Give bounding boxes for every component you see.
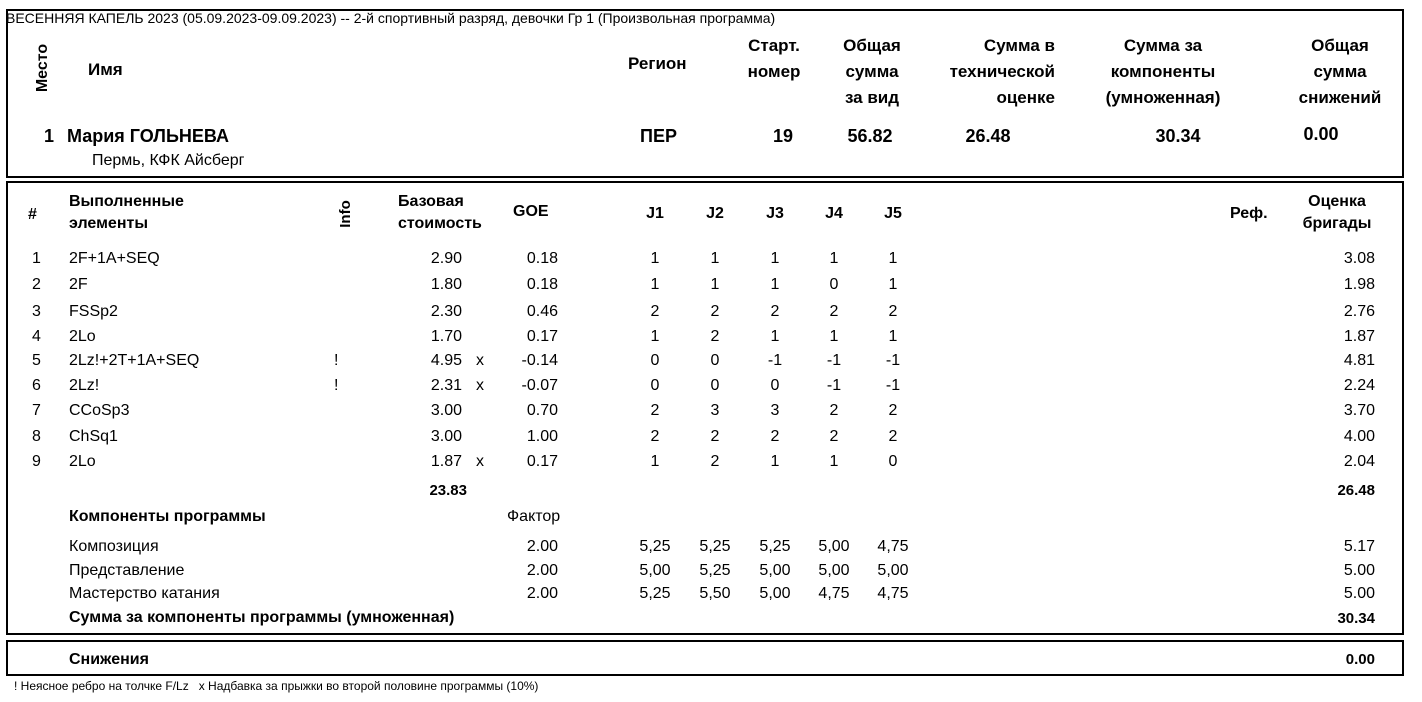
component-score: 5.00 [1343, 585, 1375, 602]
component-name: Композиция [69, 538, 159, 555]
element-judge-score: 1 [829, 250, 839, 267]
components-title: Компоненты программы [69, 508, 266, 525]
element-judge-score: 0 [888, 453, 898, 470]
element-number: 4 [32, 328, 41, 345]
skater-club: Пермь, КФК Айсберг [92, 152, 245, 169]
element-judge-score: 0 [710, 377, 720, 394]
element-panel-score: 2.76 [1343, 303, 1375, 320]
element-judge-score: 2 [888, 428, 898, 445]
component-judge-score: 5,00 [759, 585, 791, 602]
element-judge-score: -1 [885, 352, 901, 369]
col-goe-header: GOE [513, 203, 549, 220]
component-factor: 2.00 [526, 585, 558, 602]
element-panel-score: 3.70 [1343, 402, 1375, 419]
component-judge-score: 5,25 [699, 538, 731, 555]
component-judge-score: 4,75 [877, 538, 909, 555]
element-judge-score: -1 [767, 352, 783, 369]
component-judge-score: 5,25 [639, 585, 671, 602]
element-panel-score: 2.24 [1343, 377, 1375, 394]
element-info-flag: ! [334, 352, 339, 369]
element-judge-score: 1 [650, 328, 660, 345]
element-base-value: 2.30 [430, 303, 462, 320]
component-judge-score: 5,00 [877, 562, 909, 579]
element-panel-score: 4.81 [1343, 352, 1375, 369]
element-judge-score: 2 [829, 303, 839, 320]
element-judge-score: 1 [829, 328, 839, 345]
element-goe: 0.18 [526, 250, 558, 267]
skater-place: 1 [44, 126, 55, 146]
deductions-value: 0.00 [1345, 651, 1375, 668]
component-judge-score: 5,25 [639, 538, 671, 555]
component-judge-score: 5,00 [818, 562, 850, 579]
component-judge-score: 5,00 [759, 562, 791, 579]
component-judge-score: 4,75 [877, 585, 909, 602]
element-judge-score: 2 [710, 303, 720, 320]
element-judge-score: 2 [710, 428, 720, 445]
element-goe: 0.17 [526, 453, 558, 470]
element-judge-score: 1 [770, 276, 780, 293]
element-name: 2Lo [69, 328, 96, 345]
component-name: Представление [69, 562, 185, 579]
elements-total-score: 26.48 [1337, 482, 1375, 499]
skater-region: ПЕР [640, 126, 677, 146]
component-judge-score: 5,00 [818, 538, 850, 555]
element-goe: 0.70 [526, 402, 558, 419]
element-number: 9 [32, 453, 41, 470]
element-goe: -0.07 [521, 377, 558, 394]
header-place: Место [34, 43, 51, 93]
element-panel-score: 1.98 [1343, 276, 1375, 293]
element-goe: 0.17 [526, 328, 558, 345]
element-panel-score: 1.87 [1343, 328, 1375, 345]
element-bonus-mark: x [476, 453, 484, 470]
element-judge-score: 0 [770, 377, 780, 394]
element-name: 2F+1A+SEQ [69, 250, 160, 267]
header-region: Регион [628, 54, 687, 73]
footnote: ! Неясное ребро на толчке F/Lz x Надбавка за прыжки во второй половине программы (10%) [14, 679, 539, 693]
element-judge-score: 2 [710, 453, 720, 470]
element-judge-score: 0 [650, 377, 660, 394]
element-judge-score: 2 [829, 428, 839, 445]
skater-tes: 26.48 [965, 126, 1011, 146]
element-judge-score: -1 [826, 377, 842, 394]
col-ref-header: Реф. [1230, 205, 1268, 222]
element-panel-score: 3.08 [1343, 250, 1375, 267]
header-pcs: Сумма за компоненты (умноженная) [1105, 36, 1221, 107]
element-judge-score: 1 [650, 453, 660, 470]
component-score: 5.17 [1343, 538, 1375, 555]
element-number: 6 [32, 377, 41, 394]
element-judge-score: 1 [650, 276, 660, 293]
skater-name: Мария ГОЛЬНЕВА [67, 126, 229, 146]
col-panel-header: Оценка бригады [1302, 193, 1372, 232]
element-judge-score: 2 [650, 428, 660, 445]
judge-header-5: J5 [884, 205, 902, 222]
element-goe: 0.46 [526, 303, 558, 320]
element-base-value: 3.00 [430, 428, 462, 445]
element-judge-score: 2 [888, 303, 898, 320]
element-judge-score: 1 [888, 328, 898, 345]
element-judge-score: 1 [888, 276, 898, 293]
element-base-value: 3.00 [430, 402, 462, 419]
element-number: 7 [32, 402, 41, 419]
element-panel-score: 2.04 [1343, 453, 1375, 470]
header-total: Общая сумма за вид [843, 36, 901, 107]
elements-total-base: 23.83 [429, 482, 467, 499]
components-total-label: Сумма за компоненты программы (умноженная) [69, 609, 455, 626]
element-base-value: 1.87 [430, 453, 462, 470]
component-judge-score: 5,25 [699, 562, 731, 579]
element-name: ChSq1 [69, 428, 118, 445]
element-number: 2 [32, 276, 41, 293]
element-goe: -0.14 [521, 352, 558, 369]
component-judge-score: 5,50 [699, 585, 731, 602]
component-judge-score: 4,75 [818, 585, 850, 602]
element-judge-score: 1 [710, 276, 720, 293]
header-start-no: Старт. номер [747, 36, 801, 81]
component-judge-score: 5,00 [639, 562, 671, 579]
element-goe: 1.00 [526, 428, 558, 445]
col-num-header: # [28, 206, 37, 223]
element-judge-score: 2 [650, 303, 660, 320]
element-name: 2Lz! [69, 377, 100, 394]
deductions-box [6, 640, 1404, 676]
element-judge-score: 2 [710, 328, 720, 345]
element-judge-score: 3 [770, 402, 780, 419]
judge-header-1: J1 [646, 205, 664, 222]
skater-start-no: 19 [772, 126, 794, 146]
event-title: ВЕСЕННЯЯ КАПЕЛЬ 2023 (05.09.2023-09.09.2023) -- 2-й спортивный разряд, девочки Гр 1 (Произвольная программа) [6, 10, 776, 26]
skater-pcs: 30.34 [1155, 126, 1201, 146]
element-name: 2Lo [69, 453, 96, 470]
element-judge-score: 1 [710, 250, 720, 267]
header-tes: Сумма в технической оценке [949, 36, 1055, 107]
element-judge-score: -1 [826, 352, 842, 369]
judge-header-4: J4 [825, 205, 843, 222]
element-panel-score: 4.00 [1343, 428, 1375, 445]
element-info-flag: ! [334, 377, 339, 394]
element-number: 3 [32, 303, 41, 320]
skater-deductions: 0.00 [1303, 124, 1339, 144]
element-name: 2Lz!+2T+1A+SEQ [69, 352, 200, 369]
component-factor: 2.00 [526, 538, 558, 555]
element-judge-score: 2 [829, 402, 839, 419]
element-judge-score: 2 [650, 402, 660, 419]
col-base-header: Базовая стоимость [398, 193, 482, 232]
element-judge-score: -1 [885, 377, 901, 394]
factor-label: Фактор [507, 508, 561, 525]
component-score: 5.00 [1343, 562, 1375, 579]
element-base-value: 2.90 [430, 250, 462, 267]
element-base-value: 1.80 [430, 276, 462, 293]
element-base-value: 4.95 [430, 352, 462, 369]
element-name: 2F [69, 276, 88, 293]
component-judge-score: 5,25 [759, 538, 791, 555]
element-judge-score: 1 [829, 453, 839, 470]
element-judge-score: 1 [770, 453, 780, 470]
skater-total: 56.82 [847, 126, 893, 146]
header-deductions: Общая сумма снижений [1298, 36, 1382, 107]
element-base-value: 2.31 [430, 377, 462, 394]
element-judge-score: 0 [710, 352, 720, 369]
element-judge-score: 1 [650, 250, 660, 267]
element-judge-score: 2 [888, 402, 898, 419]
component-name: Мастерство катания [69, 585, 220, 602]
element-judge-score: 1 [888, 250, 898, 267]
element-number: 1 [32, 250, 41, 267]
col-element-header: Выполненные элементы [69, 193, 184, 232]
component-factor: 2.00 [526, 562, 558, 579]
judge-header-3: J3 [766, 205, 784, 222]
element-judge-score: 1 [770, 250, 780, 267]
element-judge-score: 2 [770, 428, 780, 445]
col-info-header: Info [337, 200, 354, 228]
element-judge-score: 2 [770, 303, 780, 320]
deductions-label: Снижения [69, 651, 149, 668]
element-judge-score: 3 [710, 402, 720, 419]
components-total-value: 30.34 [1337, 610, 1375, 627]
element-judge-score: 1 [770, 328, 780, 345]
element-name: CCoSp3 [69, 402, 130, 419]
element-number: 5 [32, 352, 41, 369]
element-name: FSSp2 [69, 303, 118, 320]
element-bonus-mark: x [476, 377, 484, 394]
element-judge-score: 0 [650, 352, 660, 369]
element-number: 8 [32, 428, 41, 445]
element-judge-score: 0 [829, 276, 839, 293]
element-goe: 0.18 [526, 276, 558, 293]
judge-header-2: J2 [706, 205, 724, 222]
element-base-value: 1.70 [430, 328, 462, 345]
element-bonus-mark: x [476, 352, 484, 369]
header-name: Имя [88, 60, 123, 79]
